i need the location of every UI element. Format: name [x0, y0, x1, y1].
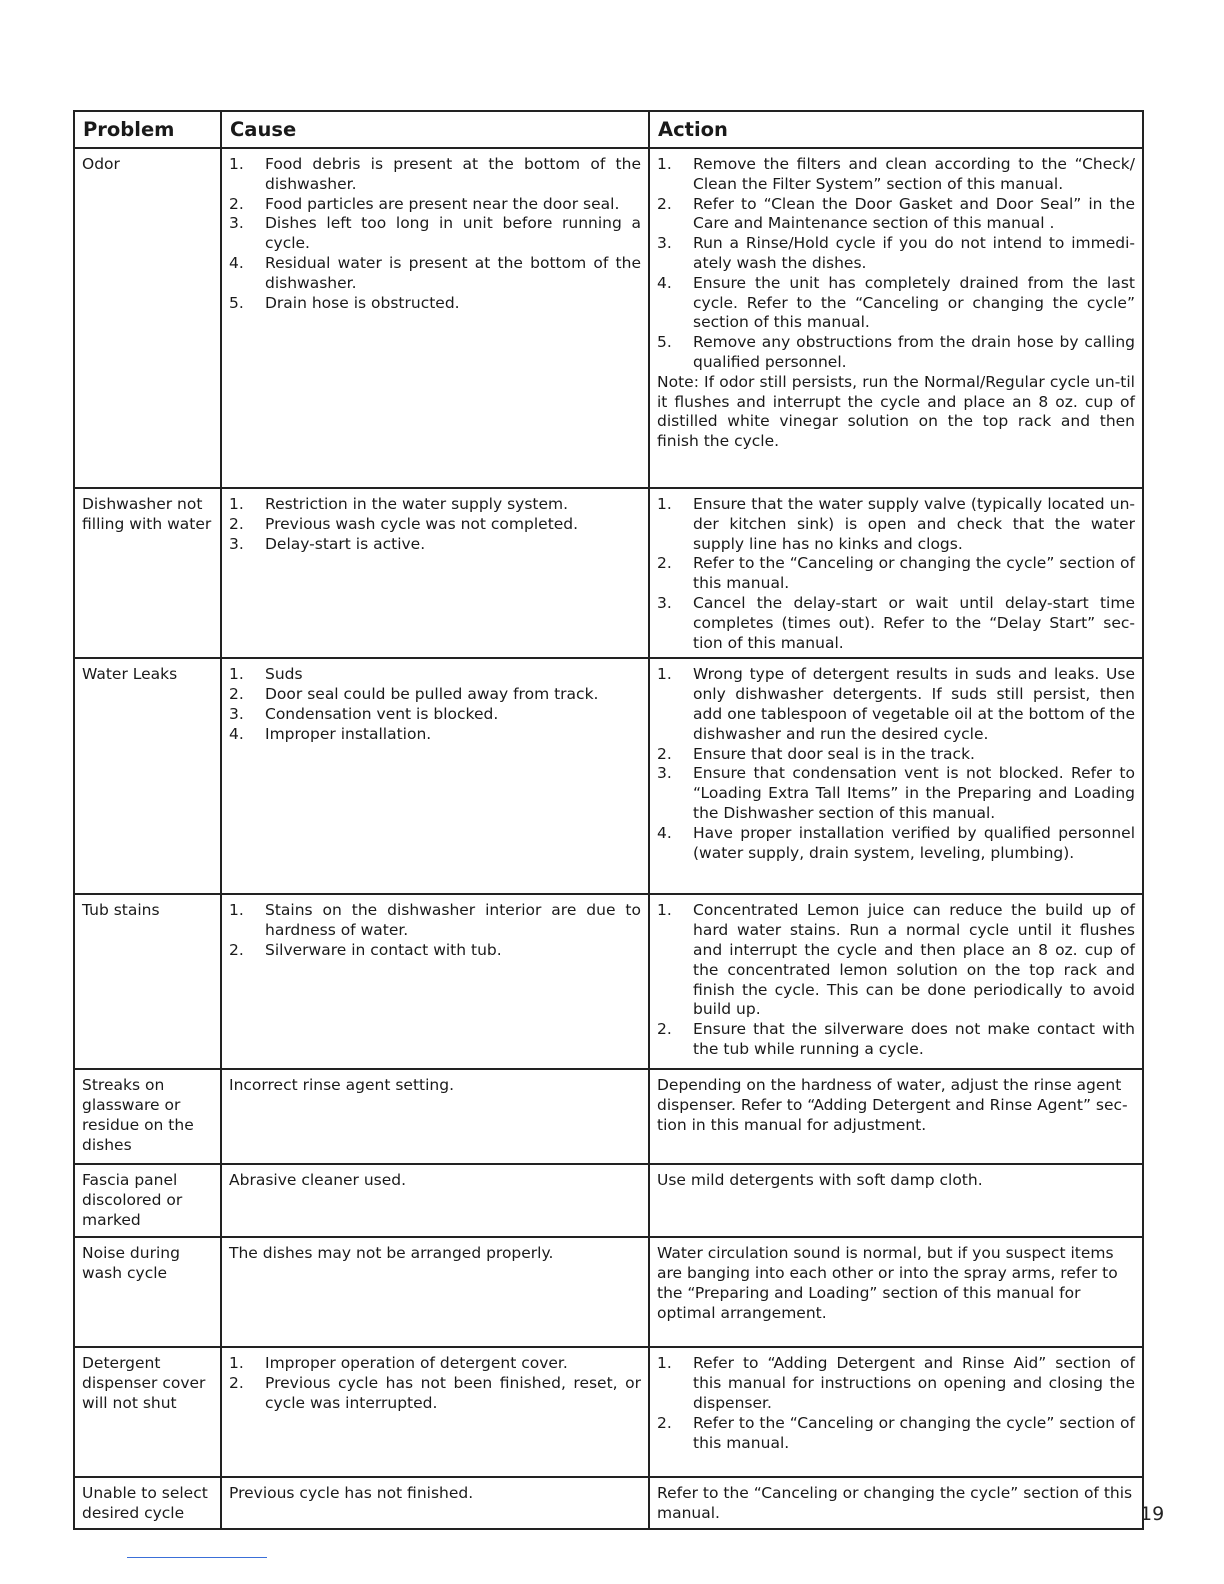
problem-cell: Streaks on glassware or residue on the dishes [74, 1069, 221, 1164]
cause-cell [221, 658, 649, 894]
list-item: 4. Improper installation. [229, 724, 432, 743]
list-item: 1. Restriction in the water supply system. [229, 495, 569, 513]
action-cell [649, 1347, 1143, 1477]
odor-note: Note: If odor still persists, run the Normal/Regular cycle un-til it flushes and interrupt the cycle and place an 8 oz. cup of distilled white vinegar solution on the top rack and then finish the cycle. [657, 372, 1135, 451]
list-item: 2. Refer to the “Canceling or changing the cycle” section of this manual. [657, 554, 1135, 593]
list-item: 3. Dishes left too long in unit before running a cycle. [229, 214, 641, 253]
cause-cell [221, 148, 649, 488]
table-row [74, 658, 1143, 894]
problem-cell: Water Leaks [74, 658, 221, 894]
list-item: 2. Refer to “Clean the Door Gasket and Door Seal” in the Care and Maintenance section of this manual . [657, 194, 1135, 233]
page-number: 19 [1140, 1503, 1165, 1525]
list-item: 3. Ensure that condensation vent is not blocked. Refer to “Loading Extra Tall Items” in the Preparing and Loading the Dishwasher section of this manual. [657, 764, 1135, 822]
action-cell: Water circulation sound is normal, but if you suspect items are banging into each other or into the spray arms, refer to the “Preparing and Loading” section of this manual for optimal arrangement. [649, 1237, 1143, 1347]
action-cell [649, 658, 1143, 894]
table-row [74, 1477, 1143, 1529]
action-cell [649, 894, 1143, 1069]
footer-rule [127, 1557, 267, 1558]
problem-cell: Tub stains [74, 894, 221, 1069]
list-item: 2. Previous wash cycle was not completed. [229, 514, 579, 533]
table-row [74, 1347, 1143, 1477]
table-row [74, 1164, 1143, 1237]
list-item: 2. Ensure that the silverware does not make contact with the tub while running a cycle. [657, 1020, 1135, 1058]
list-item: 3. Delay-start is active. [229, 534, 426, 553]
problem-cell: Dishwasher not filling with water [74, 488, 221, 658]
troubleshooting-table [73, 110, 1144, 1530]
list-item: 2. Silverware in contact with tub. [229, 940, 502, 959]
action-cell: Refer to the “Canceling or changing the cycle” section of this manual. [649, 1477, 1143, 1529]
problem-cell: Noise during wash cycle [74, 1237, 221, 1347]
list-item: 1. Concentrated Lemon juice can reduce the build up of hard water stains. Run a normal cycle until it flushes and interrupt the cycle and then place an 8 oz. cup of the concentrated lemon solution on the top rack and finish the cycle. This can be done periodically to avoid build up. [657, 901, 1135, 1019]
list-item: 2. Previous cycle has not been finished, reset, or cycle was interrupted. [229, 1374, 641, 1412]
list-item: 3. Condensation vent is blocked. [229, 704, 499, 723]
list-item: 5. Drain hose is obstructed. [229, 293, 460, 312]
list-item: 3. Run a Rinse/Hold cycle if you do not intend to immedi-ately wash the dishes. [657, 234, 1135, 272]
list-item: 1. Suds [229, 665, 303, 684]
problem-cell: Unable to select desired cycle [74, 1477, 221, 1529]
list-item: 2. Ensure that door seal is in the track. [657, 744, 975, 763]
list-item: 4. Ensure the unit has completely drained from the last cycle. Refer to the “Canceling or changing the cycle” section of this manual. [657, 273, 1135, 332]
cause-cell: Incorrect rinse agent setting. [221, 1069, 649, 1164]
table-row [74, 1237, 1143, 1347]
header-row [74, 111, 1143, 148]
cause-cell: Abrasive cleaner used. [221, 1164, 649, 1237]
list-item: 2. Refer to the “Canceling or changing the cycle” section of this manual. [657, 1413, 1135, 1452]
problem-cell: Odor [74, 148, 221, 488]
action-cell: Use mild detergents with soft damp cloth. [649, 1164, 1143, 1237]
list-item: 3. Cancel the delay-start or wait until delay-start time completes (times out). Refer to the “Delay Start” sec-tion of this manual. [657, 593, 1135, 652]
problem-cell: Fascia panel discolored or marked [74, 1164, 221, 1237]
cause-cell [221, 894, 649, 1069]
list-item: 1. Refer to “Adding Detergent and Rinse Aid” section of this manual for instructions on opening and closing the dispenser. [657, 1354, 1135, 1412]
list-item: 1. Remove the filters and clean according to the “Check/ Clean the Filter System” section of this manual. [657, 155, 1135, 193]
cause-cell [221, 1347, 649, 1477]
cause-cell: The dishes may not be arranged properly. [221, 1237, 649, 1347]
action-cell [649, 488, 1143, 658]
header-cause: Cause [221, 111, 649, 148]
table-row [74, 1069, 1143, 1164]
header-problem: Problem [74, 111, 221, 148]
list-item: 5. Remove any obstructions from the drain hose by calling qualified personnel. [657, 333, 1135, 371]
list-item: 1. Stains on the dishwasher interior are due to hardness of water. [229, 901, 641, 940]
list-item: 1. Wrong type of detergent results in suds and leaks. Use only dishwasher detergents. If suds still persist, then add one tablespoon of vegetable oil at the bottom of the dishwasher and run the desired cycle. [657, 665, 1135, 743]
list-item: 4. Have proper installation verified by qualified personnel (water supply, drain system, leveling, plumbing). [657, 823, 1135, 862]
table-row [74, 488, 1143, 658]
table-row [74, 894, 1143, 1069]
action-cell: Depending on the hardness of water, adjust the rinse agent dispenser. Refer to “Adding Detergent and Rinse Agent” sec-tion in this manual for adjustment. [649, 1069, 1143, 1164]
list-item: 1. Ensure that the water supply valve (typically located un-der kitchen sink) is open and check that the water supply line has no kinks and clogs. [657, 495, 1135, 553]
list-item: 1. Food debris is present at the bottom of the dishwasher. [229, 155, 641, 193]
list-item: 1. Improper operation of detergent cover. [229, 1354, 568, 1373]
cause-cell [221, 488, 649, 658]
problem-cell: Detergent dispenser cover will not shut [74, 1347, 221, 1477]
header-action: Action [649, 111, 1143, 148]
list-item: 2. Food particles are present near the door seal. [229, 194, 620, 213]
list-item: 2. Door seal could be pulled away from track. [229, 685, 599, 704]
list-item: 4. Residual water is present at the bottom of the dishwasher. [229, 253, 641, 292]
action-cell [649, 148, 1143, 488]
table-row [74, 148, 1143, 488]
cause-cell: Previous cycle has not finished. [221, 1477, 649, 1529]
